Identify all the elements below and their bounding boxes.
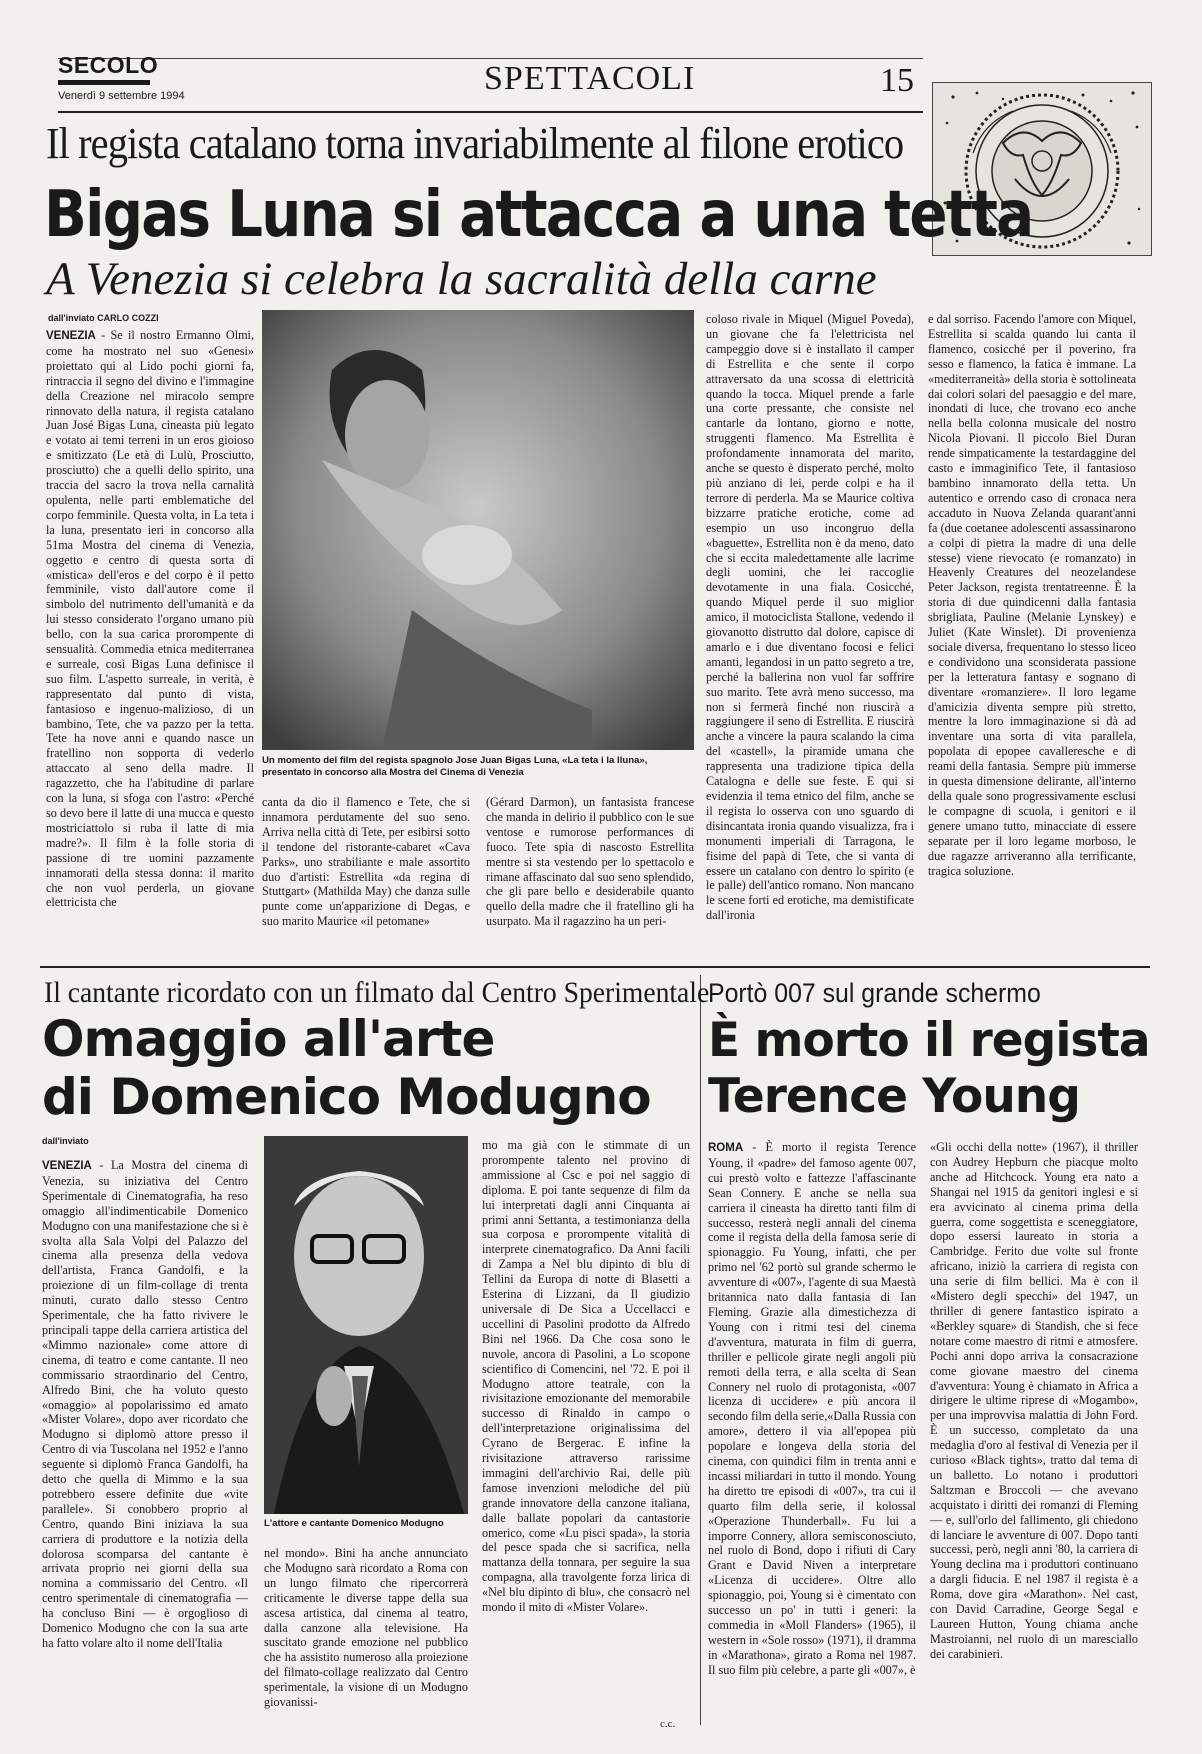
story1-column-3: (Gérard Darmon), un fantasista francese che manda in delirio il pubblico con le sue ventose e rumorose performances di fuoco. Tete spia di nascosto Estrellita mentre si sta vestendo per lo spettacolo e rimane affascinato dal suo seno splendido, che gli pare bello e desiderabile quanto quello della madre che il fratellino gli ha usurpato. Ma il ragazzino ha un peri- bbox=[486, 795, 694, 929]
story1-headline: Bigas Luna si attacca a una tetta bbox=[44, 178, 1033, 252]
story2-modugno-photo bbox=[264, 1136, 468, 1514]
story2-headline-line-1: Omaggio all'arte bbox=[42, 1010, 495, 1068]
newspaper-logo: SECOLO bbox=[58, 52, 159, 78]
logo-underline bbox=[58, 80, 150, 85]
story1-byline: dall'inviato CARLO COZZI bbox=[48, 313, 159, 323]
story1-column-4: coloso rivale in Miquel (Miguel Poveda), un giovane che fa l'elettricista nel campeggio dove si è installato il camper di Estrellita e che sente il corpo attraversato da una scossa di elettricità quando la tocca. Miquel prende a farle una corte pressante, che consiste nel cantarle da lontano, giorno e notte, struggenti flamenco. Ma Estrellita è profondamente innamorata del marito, anche se questo è disperato perché, molto più anziano di lei, perde colpi e ha il terrore di perderla. Ma se Maurice coltiva bizzarre pratiche erotiche, come ad esempio un uso incongruo della «baguette», Estrellita non è da meno, dato che si eccita maledettamente alle lacrime degli uomini, che lei raccoglie devotamente in una fiala. Cosicché, quando Miquel perde il suo miglior amico, il motociclista Stallone, vedendo il giovanotto distrutto dal dolore, capisce di amarlo e i due diventano focosi e felici amanti, legandosi in un patto segreto a tre, perché la ballerina non vuol far soffrire suo marito. Tete avrà meno successo, ma non si fermerà finché non riuscirà a raggiungere il seno di Estrellita. E riuscirà anche a vincere la paura scalando la cima del «castell», la piramide umana che rappresenta una tradizione tipica della Catalogna e delle sue feste. E qui si evidenzia il tema etnico del film, anche se il regista lo osserva con uno sguardo di disincantata ironia quando visualizza, fra i monumenti imperiali di Tarragona, le fisime del papà di Tete, che si vanta di essere un catalano con dentro lo spirito (e le palle) dell'antico romano. Non mancano le scene forti ed erotiche, ma demistificate dall'ironia bbox=[706, 312, 914, 923]
story3-headline-line-1: È morto il regista bbox=[708, 1013, 1150, 1068]
section-title: SPETTACOLI bbox=[484, 60, 696, 97]
story2-headline-line-2: di Domenico Modugno bbox=[42, 1068, 651, 1126]
section-divider bbox=[40, 966, 1150, 968]
story2-byline: dall'inviato bbox=[42, 1136, 89, 1146]
story2-signature: c.c. bbox=[660, 1718, 676, 1730]
story1-column-1 bbox=[46, 328, 254, 954]
masthead-bottom-rule bbox=[58, 111, 923, 113]
story3-column-1 bbox=[708, 1140, 916, 1740]
portrait-image bbox=[264, 1136, 468, 1514]
story2-photo-caption: L'attore e cantante Domenico Modugno bbox=[264, 1518, 444, 1529]
story1-column-5: e dal sorriso. Facendo l'amore con Miquel, Estrellita si scalda quando lui canta il flamenco, cosicché per il poverino, fra sesso e flamenco, la fatica è immane. La «mediterraneità» della storia è sottolineata dai colori solari del paesaggio e del mare, inondati di luce, che trovano eco anche nella bella colonna musicale del nostro Nicola Piovani. Il piccolo Biel Duran rende simpaticamente la testardaggine del casto e immaginifico Tete, il fantasioso bambino innamorato della tetta. Un autentico e orrendo caso di cronaca nera accaduto in Nuova Zelanda quarant'anni fa (due coetanee adolescenti assassinarono a colpi di pietra la madre di una delle stesse) viene rievocato (e romanzato) in Heavenly Creatures del neozelandese Peter Jackson, regista trentatreenne. È la storia di due quindicenni dalla fantasia sbrigliata, Pauline (Melanie Lynskey) e Juliet (Kate Winslet). Di provenienza sociale diversa, frequentano lo stesso liceo e condividono una sconsiderata passione per la letteratura fantasy e sognano di diventare «romanziere». Il loro legame d'amicizia diventa sempre più stretto, mentre la loro immaginazione si dà ad inventare una sorta di vita parallela, popolata di epopee cavalleresche e di reami della fantasia. Sempre più immerse in questa dimensione delirante, all'interno della quale sono progressivamente esclusi le compagne di scuola, i genitori e il genere umano tutto, minacciate di essere separate per il loro legame morboso, le due ragazze arriveranno alla terrificante, tragica soluzione. bbox=[928, 312, 1136, 878]
story3-kicker: Portò 007 sul grande schermo bbox=[708, 978, 1041, 1008]
story1-subhead: A Venezia si celebra la sacralità della carne bbox=[46, 253, 877, 305]
column-divider bbox=[700, 975, 701, 1725]
masthead-top-rule bbox=[58, 58, 923, 59]
story3-headline-line-2: Terence Young bbox=[708, 1069, 1080, 1124]
story1-film-still-photo bbox=[262, 310, 694, 750]
story2-kicker: Il cantante ricordato con un filmato dal Centro Sperimentale bbox=[44, 976, 710, 1009]
story1-kicker: Il regista catalano torna invariabilmente al filone erotico bbox=[46, 119, 904, 168]
story2-column-3: mo ma già con le stimmate di un prorompente talento nel provino di ammissione al Csc e poi nel saggio di diploma. E poi tante sequenze di film da lui interpretati dagli anni Cinquanta ai primi anni Settanta, a testimonianza della sua corposa e prorompente vitalità di interprete cinematografico. Da Anni facili di Zampa a Nel blu dipinto di blu di Tellini da Europa di notte di Blasetti a Esterina di Lizzani, da Il giudizio universale di De Sica a Uccellacci e uccellini di Pasolini prodotto da Alfredo Bini nel 1966. Da Che cosa sono le nuvole, ancora di Pasolini, a Lo scopone scientifico di Comencini, nel '72. E poi il Modugno attore teatrale, con la rivisitazione emozionante del memorabile successo di Rinaldo in campo o dell'interpretazione originalissima del Cyrano de Bergerac. E infine la rivisitazione attraverso rarissime immagini dell'archivio Rai, delle più famose invenzioni melodiche del più grande innovatore della canzone italiana, dalle ballate popolari da cantastorie omerico, come «Lu pisci spada», la storia del pesce spada che si sacrifica, nella mattanza della tonnara, per seguire la sua compagna, alla travolgente forza lirica di «Nel blu dipinto di blu», che consacrò nel mondo il mito di «Mister Volare». bbox=[482, 1138, 690, 1615]
story1-column-2: canta da dio il flamenco e Tete, che si innamora perdutamente del suo seno. Arriva nella città di Tete, per esibirsi sotto il tendone del ristorante-cabaret «Cava Parks», uno strabiliante e male assortito duo d'artisti: Estrellita «da regina di Stuttgart» (Mathilda May) che danza sulle punte come un'apparizione di Degas, e suo marito Maurice «il petomane» bbox=[262, 795, 470, 929]
issue-date: Venerdì 9 settembre 1994 bbox=[58, 90, 185, 102]
story1-photo-caption: Un momento del film del regista spagnolo Jose Juan Bigas Luna, «La teta i la lluna», presentato in concorso alla Mostra del Cinema di Venezia bbox=[262, 755, 648, 778]
dateline: ROMA bbox=[708, 1142, 744, 1154]
story2-column-1-text: - La Mostra del cinema di Venezia, su iniziativa del Centro Sperimentale di Cinematografia, ha reso omaggio all'indimenticabile Domenico Modugno con una manifestazione che si è svolta alla Sala Volpi del Palazzo del cinema alla presenza della vedova dell'artista, Franca Gandolfi, e la proiezione di un film-collage di trenta minuti, curato dallo stesso Centro Sperimentale, che ha fatto rivivere le principali tappe della carriera artistica del «Mimmo nazionale» come attore di cinema, di teatro e come cantante. Il neo commissario straordinario del Centro, Alfredo Bini, che ha voluto questo «omaggio» al popolarissimo ed amato «Mister Volare», dopo aver ricordato che Modugno si diplomò attore presso il Centro di via Tuscolana nel 1952 e l'anno seguente si diplomò Franca Gandolfi, ha detto che quella di Mimmo e la sua potrebbero essere definite due «vite parallele». Si conobbero proprio al Centro, quando Bini iniziava la sua carriera di produttore e la notizia della dolorosa scomparsa del cantante è arrivata proprio nei giorni della sua nomina a commissario del Centro. «Il centro sperimentale di cinematografia — ha concluso Bini — è orgoglioso di Domenico Modugno che con la sua arte ha fatto volare alto il nome dell'Italia bbox=[42, 1158, 248, 1650]
film-still-image bbox=[262, 310, 694, 750]
story3-column-1-text: - È morto il regista Terence Young, il «padre» del famoso agente 007, cui prestò volto e fattezze l'affascinante Sean Connery. E anche se nella sua carriera il cineasta ha diretto tanti film di successo, resterà negli annali del cinema come il regista della della famosa serie di spionaggio. Fu Young, infatti, che per primo nel '62 portò sul grande schermo le avventure di «007», l'agente di sua Maestà britannica nato dalla fantasia di Ian Fleming. Grazie alla dimestichezza di Young con i ritmi tesi del cinema d'avventura, maturata in film di guerra, thriller e pellicole girate negli angoli più remoti della terra, e alla scelta di Sean Connery nel ruolo di protagonista, «007 licenza di uccidere» e più ancora il secondo film della serie,«Dalla Russia con amore», dettero il via all'epopea più popolare e longeva della storia del cinema, con quindici film in trenta anni e incassi miliardari in tutto il mondo. Young ha diretto tre episodi di «007», tra cui il quarto film della serie, il kolossal «Operazione Thunderball». Fu lui a imporre Connery, allora semisconosciuto, nel ruolo di Bond, dopo i rifiuti di Cary Grant e David Niven a interpretare «Licenza di uccidere». Oltre allo spionaggio, poi, Young si è cimentato con successo un po' in tutti i generi: la commedia in «Moll Flanders» (1965), il western in «Sole rosso» (1971), il dramma in «Marathona», girato a Roma nel 1987. Il suo film più celebre, a parte gli «007», è bbox=[708, 1140, 916, 1677]
dateline: VENEZIA bbox=[42, 1160, 92, 1172]
story2-column-2: nel mondo». Bini ha anche annunciato che Modugno sarà ricordato a Roma con un lungo filmato che ripercorrerà criticamente le diverse tappe della sua ascesa artistica, dal cinema al teatro, dalla canzone alla televisione. Ha suscitato grande emozione nel pubblico che ha assistito numeroso alla proiezione del filmato-collage realizzato dal Centro sperimentale, la visione di un Modugno giovanissi- bbox=[264, 1546, 468, 1710]
story2-column-1 bbox=[42, 1158, 248, 1738]
page-number: 15 bbox=[880, 62, 914, 99]
dateline: VENEZIA bbox=[46, 330, 96, 342]
story1-column-1-text: - Se il nostro Ermanno Olmi, come ha mostrato nel suo «Genesi» proiettato qui al Lido pochi giorni fa, rintraccia il segno del divino e l'immagine della Creazione nel miracolo sempre rinnovato della natura, il regista catalano Juan José Bigas Luna, cineasta più legato e votato ai temi terreni in un eros gioioso e smitizzato (Le età di Lulù, Prosciutto, prosciutto) che a quelli dello spirito, una traccia del sacro la trova nella carnalità opulenta, nelle parti emblematiche del corpo femminile. Questa volta, in La teta i la luna, presentato ieri in concorso alla 51ma Mostra del cinema di Venezia, oggetto e centro di questa sorta di «mistica» dell'eros e del corpo è il petto femminile, visto dall'autore come il simbolo del nutrimento dell'umanità e da lui stesso considerato l'organo umano più bello, con la sua carica prorompente di sensualità. Commedia etnica mediterranea e surreale, così Bigas Luna definisce il suo film. L'aspetto surreale, in verità, è rappresentato dal punto di vista, fantasioso e ingenuo-malizioso, di un bambino, Tete, che va pazzo per la tetta. Tete ha nove anni e quando nasce un fratellino non sopporta di vederlo attaccato al seno della madre. Il ragazzetto, che ha l'abitudine di parlare con la luna, si sfoga con l'astro: «Perché so devo bere il latte di una mucca e questo mostriciattolo si ruba il latte di mia madre?». Il film è la folle storia di passione di tre uomini pazzamente innamorati della stessa donna: il marito che non vuol perderla, un giovane elettricista che bbox=[46, 328, 254, 910]
story3-column-2: «Gli occhi della notte» (1967), il thriller con Audrey Hepburn che piacque molto anche ad Hitchcock. Young era nato a Shangai nel 1915 da genitori inglesi e si era avvicinato al cinema prima della guerra, come soggettista e sceneggiatore, dopo essersi laureato in storia a Cambridge. Ferito due volte sul fronte africano, iniziò la carriera di regista con una serie di film bellici. Ma è con il «Mistero degli specchi» del 1947, un thriller di genere fantastico ispirato a «Berkley square» di Standish, che si fece notare come maestro di ritmi e atmosfere. Pochi anni dopo arriva la consacrazione come giovane maestro del cinema d'avventura: Young è chiamato in Africa a dirigere le ultime riprese di «Mogambo», per una improvvisa malattia di John Ford. È un successo, completato da una medaglia d'oro al festival di Venezia per il curioso «Black tights», tratto dal tema di un balletto. Lo notano i produttori Saltzman e Broccoli — che avevano acquistato i diritti dei romanzi di Fleming — e, sull'orlo del fallimento, gli chiedono di lanciare le avventure di 007. Dopo tanti successi, però, negli anni '80, la carriera di Young declina ma i produttori continuano a dargli fiducia. E nel 1987 il regista è a Roma, dove gira «Marathon». Nel cast, con David Carradine, George Segal e Laureen Hutton, Young chiama anche Mastroianni, nel ruolo di un maresciallo dei carabinieri. bbox=[930, 1140, 1138, 1661]
